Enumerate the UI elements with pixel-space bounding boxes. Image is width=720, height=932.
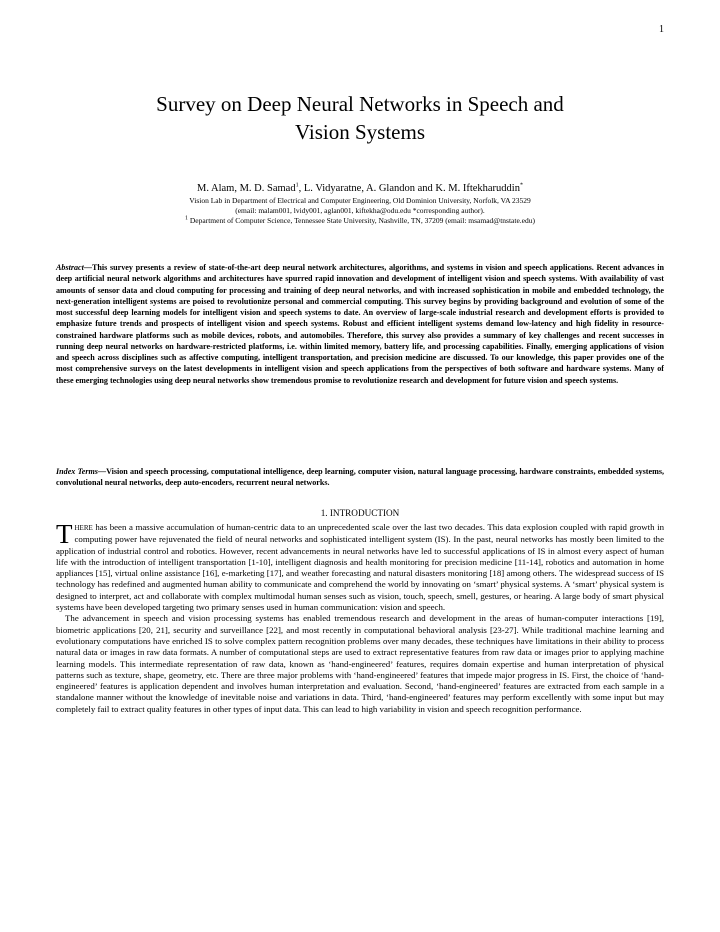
section-heading: 1. INTRODUCTION <box>320 508 400 518</box>
introduction-body <box>56 519 664 715</box>
affiliation: Vision Lab in Department of Electrical and Computer Engineering, Old Dominion University, Norfolk, VA 23529 <box>189 196 531 205</box>
intro-paragraph-1-text: has been a massive accumulation of human-centric data to an unprecedented scale over the last two decades. This data explosion coupled with rapid growth in computing power have rejuvenated the field of neural networks and sophisticated intelligent system (IS). In the past, neural networks has mostly been limited to the application of industrial control and robotics. However, recent advancements in neural networks have led to successful applications of IS in almost every aspect of human life with the introduction of intelligent transportation [1-10], intelligent diagnosis and health monitoring for precision medicine [11-14], robotics and automation in home appliances [15], virtual online assistance [16], e-marketing [17], and weather forecasting and natural disasters monitoring [18] among others. The widespread success of IS technology has redefined and augmented human ability to communicate and comprehend the world by innovating on ‘smart’ physical systems. A ‘smart’ physical system is designed to interpret, act and collaborate with complex multimodal human senses such as vision, touch, speech, smell, gestures, or hearing. A large body of smart physical systems have been developed targeting two primary senses used in human communication: vision and speech. <box>56 522 664 613</box>
index-terms-text: Vision and speech processing, computational intelligence, deep learning, computer vision, natural language processing, hardware constraints, embedded systems, convolutional neural networks, deep auto-encoders, recurrent neural networks. <box>56 467 665 488</box>
title-line-1: Survey on Deep Neural Networks in Speech and <box>156 92 564 116</box>
page-number: 1 <box>659 24 664 35</box>
affiliation-mark-dept: 1 <box>185 215 188 222</box>
author-emails: (email: malam001, lvidy001, aglan001, kiftekha@odu.edu *corresponding author). <box>235 206 485 215</box>
paper-title <box>0 90 720 146</box>
secondary-affiliation <box>0 216 720 226</box>
author-block <box>0 182 720 226</box>
abstract <box>56 262 664 386</box>
intro-paragraph-1 <box>56 519 664 613</box>
affiliation-mark-1: 1 <box>295 182 299 189</box>
abstract-label: Abstract— <box>56 263 92 272</box>
secondary-affiliation-text: Department of Computer Science, Tennessee State University, Nashville, TN, 37209 (email: msamad@tnstate.edu) <box>188 216 535 225</box>
author-names-part-a: M. Alam, M. D. Samad <box>197 183 296 194</box>
corresponding-mark: * <box>519 182 523 189</box>
index-terms <box>56 466 664 489</box>
drop-cap: T <box>56 519 73 549</box>
index-terms-label: Index Terms— <box>56 467 107 476</box>
abstract-text: This survey presents a review of state-of-the-art deep neural network architectures, algorithms, and systems in vision and speech applications. Recent advances in deep artificial neural network algorithms and architectures have spurred rapid innovation and development of intelligent vision and speech systems. With availability of vast amounts of sensor data and cloud computing for processing and training of deep neural networks, and with increased sophistication in mobile and embedded technology, the next-generation intelligent systems are poised to revolutionize personal and commercial computing. This survey begins by providing background and evolution of some of the most successful deep learning models for intelligent vision and speech systems to date. An overview of large-scale industrial research and development efforts is provided to emphasize future trends and prospects of intelligent vision and speech systems. Robust and efficient intelligent systems demand low-latency and high fidelity in resource-constrained hardware platforms such as mobile devices, robots, and automobiles. Therefore, this survey also provides a summary of key challenges and recent successes in running deep neural networks on hardware-restricted platforms, i.e. within limited memory, battery life, and processing capabilities. Finally, emerging applications of vision and speech across disciplines such as affective computing, intelligent transportation, and precision medicine are discussed. To our knowledge, this paper provides one of the most comprehensive surveys on the latest developments in intelligent vision and speech applications from the perspectives of both software and hardware systems. Many of these emerging technologies using deep neural networks show tremendous promise to revolutionize research and development for future vision and speech systems. <box>56 263 664 385</box>
title-line-2: Vision Systems <box>294 120 425 144</box>
author-names-part-b: , L. Vidyaratne, A. Glandon and K. M. Iftekharuddin <box>298 183 520 194</box>
author-names <box>0 182 720 196</box>
intro-paragraph-2: The advancement in speech and vision processing systems has enabled tremendous research and development in the areas of human-computer interactions [19], biometric applications [20, 21], security and surveillance [22], and most recently in computational behavioral analysis [23-27]. While traditional machine learning and evolutionary computations have enriched IS to solve complex pattern recognition problems over many decades, these techniques have limitations in their ability to process natural data or images in raw data formats. A number of computational steps are used to extract representative features from raw data or images prior to applying machine learning models. This intermediate representation of raw data, known as ‘hand-engineered’ features, requires domain expertise and human interpretation of physical patterns such as texture, shape, geometry, etc. There are three major problems with ‘hand-engineered’ features that impede major progress in IS. First, the choice of ‘hand-engineered’ features is application dependent and involves human interpretation and evaluation. Second, ‘hand-engineered’ features are extracted from each sample in a standalone manner without the knowledge of inevitable noise and variations in data. Third, ‘hand-engineered’ features may perform excellently with some input but may completely fail to extract quality features in other types of input data. This can lead to high variability in vision and speech recognition performance. <box>56 613 664 714</box>
intro-smallcaps: HERE <box>74 524 93 532</box>
